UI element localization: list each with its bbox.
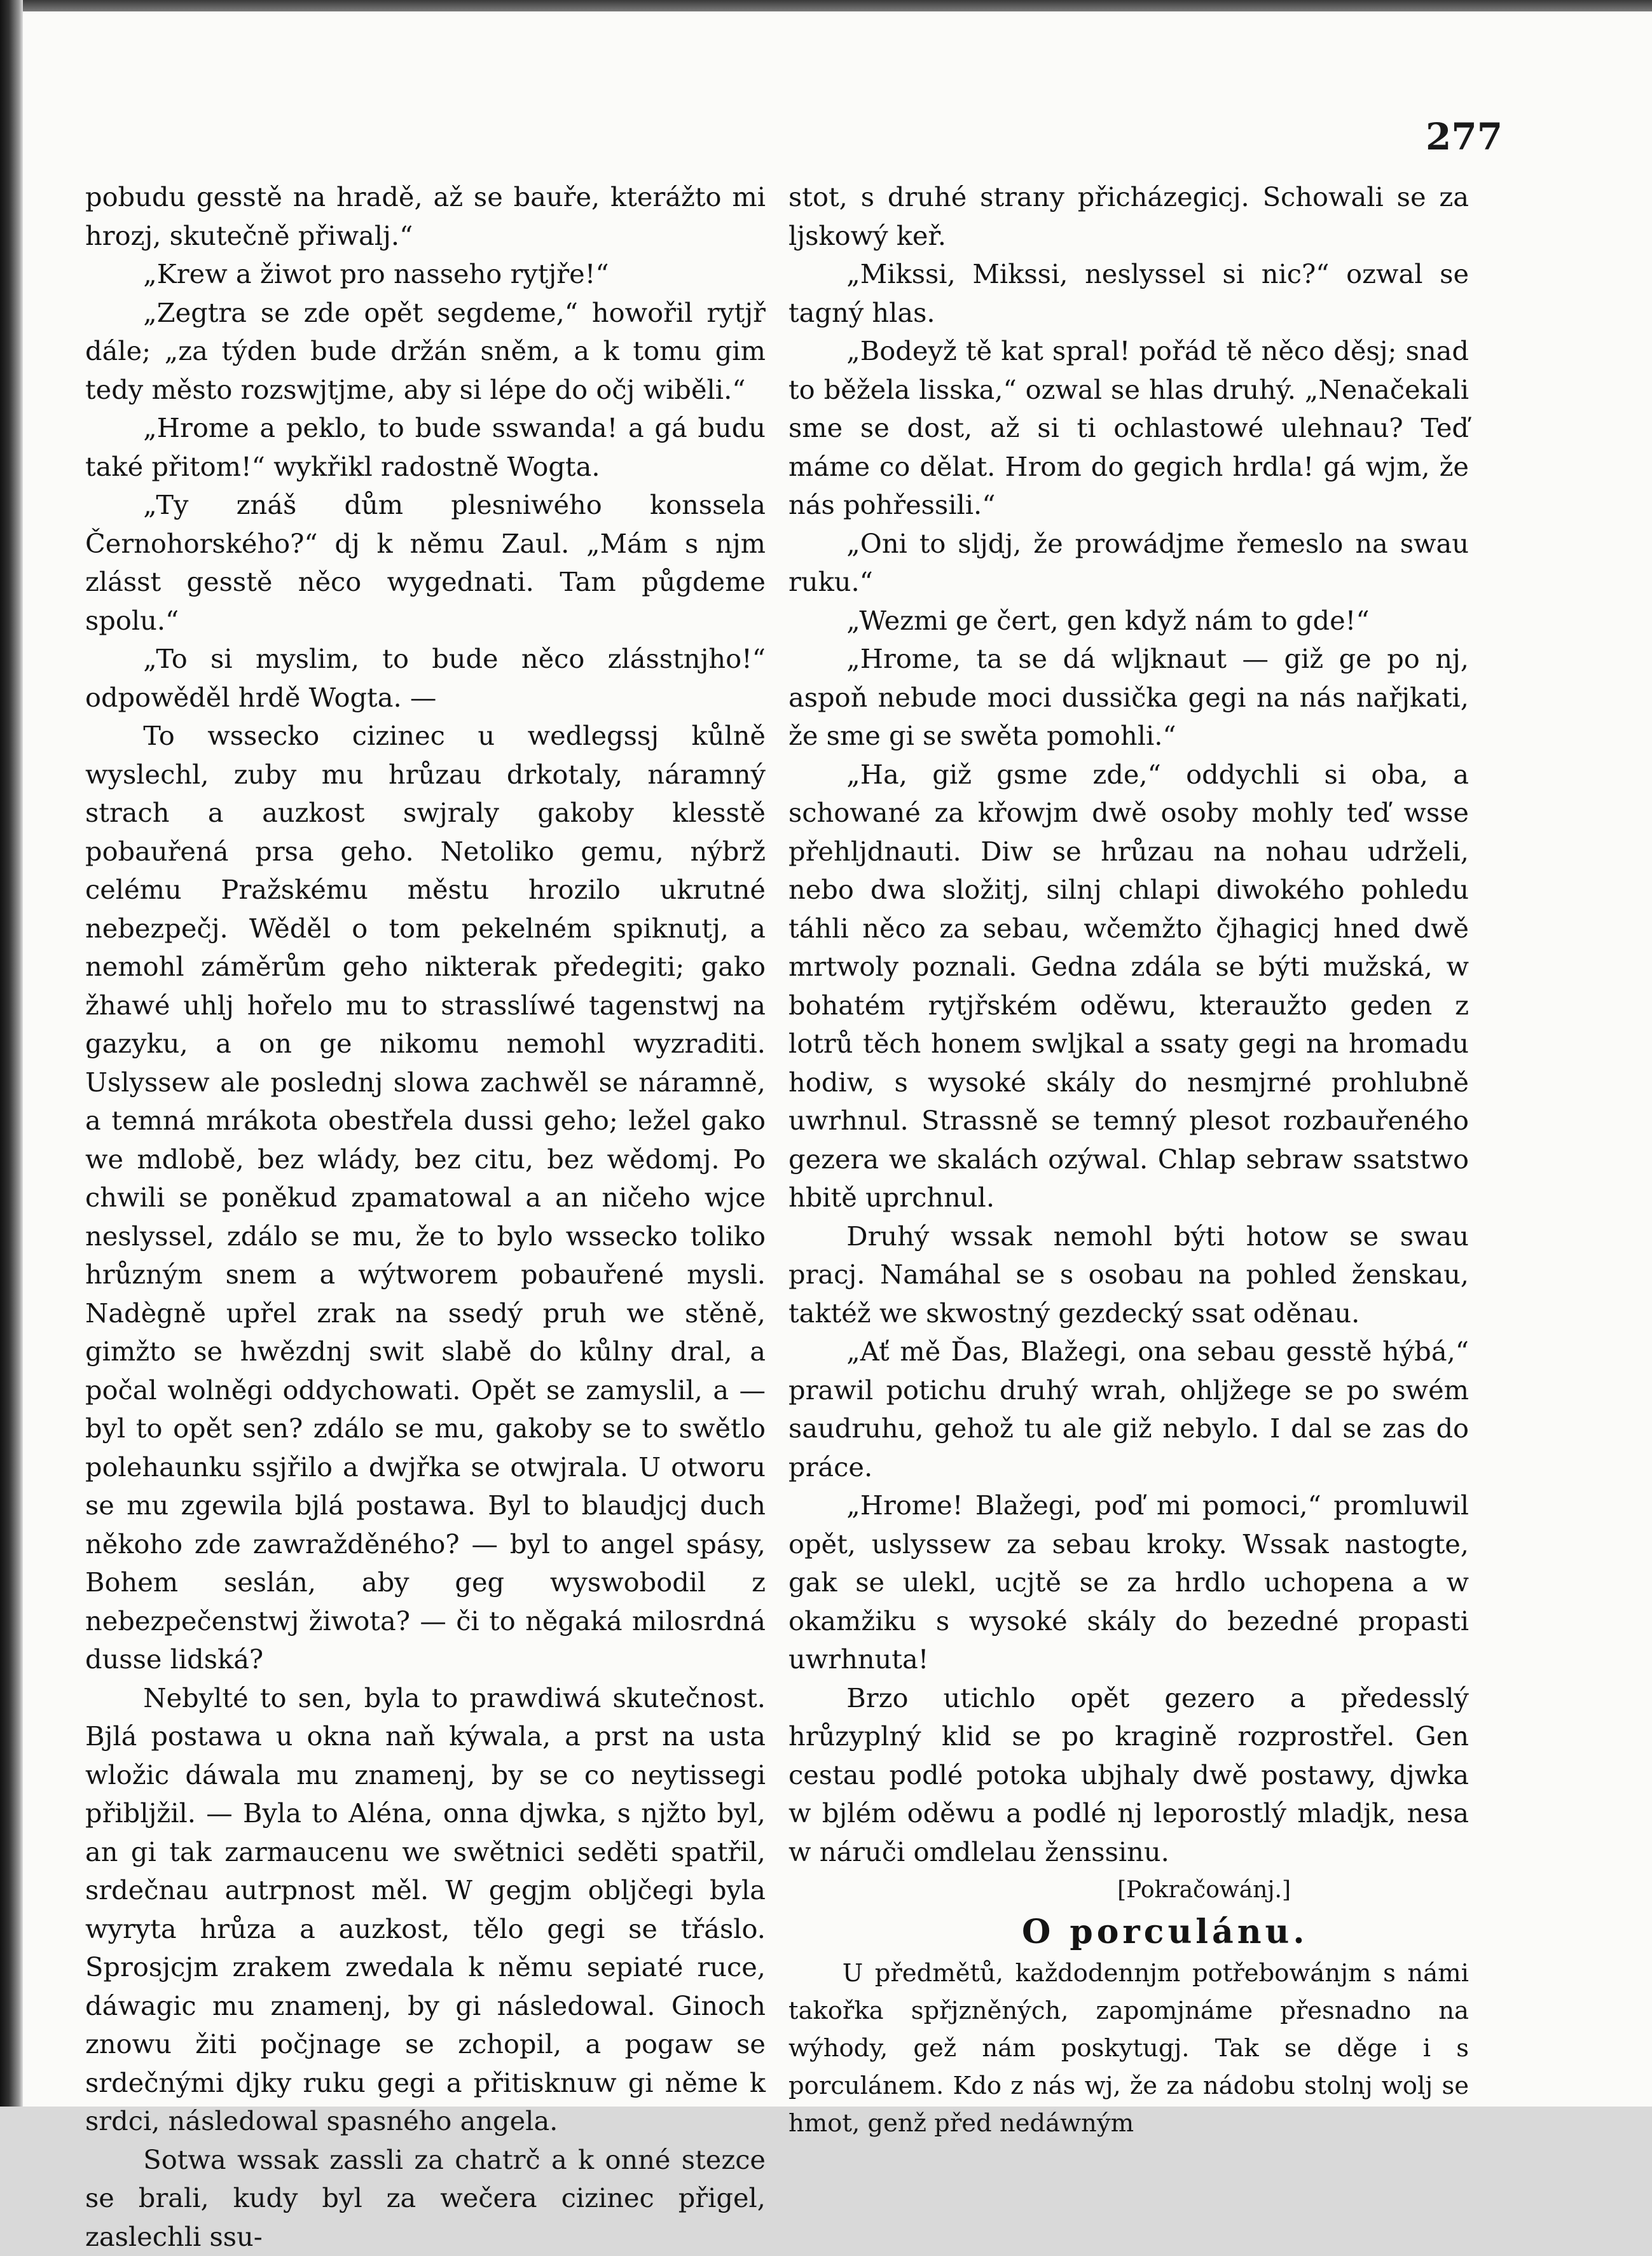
document-page bbox=[23, 11, 1652, 2107]
paragraph: „Oni to sljdj, že prowádjme řemeslo na swau ruku.“ bbox=[788, 525, 1469, 602]
paragraph: „Ha, giž gsme zde,“ oddychli si oba, a schowané za křowjm dwě osoby mohly teď wsse přehljdnauti. Diw se hrůzau na nohau udrželi, nebo dwa složitj, silnj chlapi diwokého pohledu táhli něco za sebau, wčemžto čjhagicj hned dwě mrtwoly poznali. Gedna zdála se býti mužská, w bohatém rytjřském oděwu, kteraužto geden z lotrů těch honem swljkal a ssaty gegi na hromadu hodiw, s wysoké skály do nesmjrné prohlubně uwrhnul. Strassně se temný plesot rozbauřeného gezera we skalách ozýwal. Chlap sebraw ssatstwo hbitě uprchnul. bbox=[788, 756, 1469, 1217]
paragraph: „Zegtra se zde opět segdeme,“ howořil rytjř dále; „za týden bude držán sněm, a k tomu gim tedy město rozswjtjme, aby si lépe do očj wiběli.“ bbox=[85, 294, 766, 410]
paragraph: „To si myslim, to bude něco zlásstnjho!“ odpowěděl hrdě Wogta. — bbox=[85, 640, 766, 717]
paragraph: „Mikssi, Mikssi, neslyssel si nic?“ ozwal se tagný hlas. bbox=[788, 255, 1469, 332]
right-column bbox=[788, 178, 1469, 2142]
paragraph: Druhý wssak nemohl býti hotow se swau pracj. Namáhal se s osobau na pohled ženskau, taktéž we skwostný gezdecký ssat oděnau. bbox=[788, 1217, 1469, 1333]
paragraph: „Hrome! Blažegi, poď mi pomoci,“ promluwil opět, uslyssew za sebau kroky. Wssak nastogte, gak se ulekl, ucjtě se za hrdlo uchopena a w okamžiku s wysoké skály do bezedné propasti uwrhnuta! bbox=[788, 1486, 1469, 1679]
paragraph: „Ať mě Ďas, Blažegi, ona sebau gesstě hýbá,“ prawil potichu druhý wrah, ohljžege se po swém saudruhu, gehož tu ale giž nebylo. I dal se zas do práce. bbox=[788, 1332, 1469, 1486]
paragraph: Sotwa wssak zassli za chatrč a k onné stezce se brali, kudy byl za wečera cizinec přigel, zaslechli ssu- bbox=[85, 2141, 766, 2256]
paragraph: „Ty znáš dům plesniwého konssela Černohorského?“ dj k němu Zaul. „Mám s njm zlásst gesstě něco wygednati. Tam půgdeme spolu.“ bbox=[85, 486, 766, 640]
left-column bbox=[85, 178, 766, 2256]
section-title: O porculánu. bbox=[788, 1910, 1469, 1955]
paragraph: „Hrome, ta se dá wljknaut — giž ge po nj, aspoň nebude moci dussička gegi na nás nařjkati, že sme gi se swěta pomohli.“ bbox=[788, 640, 1469, 756]
paragraph: pobudu gesstě na hradě, až se bauře, kterážto mi hrozj, skutečně přiwalj.“ bbox=[85, 178, 766, 255]
page-number: 277 bbox=[1426, 118, 1496, 155]
paragraph: Brzo utichlo opět gezero a předesslý hrůzyplný klid se po kragině rozprostřel. Gen cestau podlé potoka ubjhaly dwě postawy, djwka w bjlém oděwu a podlé nj leporostlý mladjk, nesa w náruči omdlelau ženssinu. bbox=[788, 1679, 1469, 1872]
paragraph: „Hrome a peklo, to bude sswanda! a gá budu také přitom!“ wykřikl radostně Wogta. bbox=[85, 409, 766, 486]
paragraph: „Wezmi ge čert, gen když nám to gde!“ bbox=[788, 602, 1469, 640]
paragraph: „Bodeyž tě kat spral! pořád tě něco děsj; snad to běžela lisska,“ ozwal se hlas druhý. „Nenačekali sme se dost, až si ti ochlastowé ulehnau? Teď máme co dělat. Hrom do gegich hrdla! gá wjm, že nás pohřessili.“ bbox=[788, 332, 1469, 525]
section-body: U předmětů, každodennjm potřebowánjm s námi takořka spřjzněných, zapomjnáme přesnadno na wýhody, gež nám poskytugj. Tak se děge i s porculánem. Kdo z nás wj, že za nádobu stolnj wolj se hmot, genž před nedáwným bbox=[788, 1955, 1469, 2142]
continued-label: [Pokračowánj.] bbox=[788, 1871, 1469, 1910]
paragraph: To wssecko cizinec u wedlegssj kůlně wyslechl, zuby mu hrůzau drkotaly, náramný strach a auzkost swjraly gakoby klesstě pobauřená prsa geho. Netoliko gemu, nýbrž celému Pražskému městu hrozilo ukrutné nebezpečj. Wěděl o tom pekelném spiknutj, a nemohl záměrům geho nikterak předegiti; gako žhawé uhlj hořelo mu to strasslíwé tagenstwj na gazyku, a on ge nikomu nemohl wyzraditi. Uslyssew ale poslednj slowa zachwěl se náramně, a temná mrákota obestřela dussi geho; ležel gako we mdlobě, bez wlády, bez citu, bez wědomj. Po chwili se poněkud zpamatowal a an ničeho wjce neslyssel, zdálo se mu, že to bylo wssecko toliko hrůzným snem a wýtworem pobauřené mysli. Nadègně upřel zrak na ssedý pruh we stěně, gimžto se hwězdnj swit slabě do kůlny dral, a počal wolněgi oddychowati. Opět se zamyslil, a — byl to opět sen? zdálo se mu, gakoby se to swětlo polehaunku ssjřilo a dwjřka se otwjrala. U otworu se mu zgewila bjlá postawa. Byl to blaudjcj duch někoho zde zawražděného? — byl to angel spásy, Bohem seslán, aby geg wyswobodil z nebezpečenstwj žiwota? — či to něgaká milosrdná dusse lidská? bbox=[85, 717, 766, 1679]
paragraph: Nebylté to sen, byla to prawdiwá skutečnost. Bjlá postawa u okna naň kýwala, a prst na usta wložic dáwala mu znamenj, by se co neytissegi přiblјžil. — Byla to Aléna, onna djwka, s njžto byl, an gi tak zarmaucenu we swětnici seděti spatřil, srdečnau autrpnost měl. W gegjm oblјčegi byla wyryta hrůza a auzkost, tělo gegi se třáslo. Sprosjcjm zrakem zwedala k němu sepiaté ruce, dáwagic mu znamenj, by gi následowal. Ginoch znowu žiti počjnage se zchopil, a pogaw se srdečnými djky ruku gegi a přitisknuw gi něme k srdci, následowal spasného angela. bbox=[85, 1679, 766, 2141]
scan-border-left bbox=[0, 0, 23, 2107]
paragraph: stot, s druhé strany přicházegicj. Schowali se za ljskowý keř. bbox=[788, 178, 1469, 255]
paragraph: „Krew a žiwot pro nasseho rytjře!“ bbox=[85, 255, 766, 294]
